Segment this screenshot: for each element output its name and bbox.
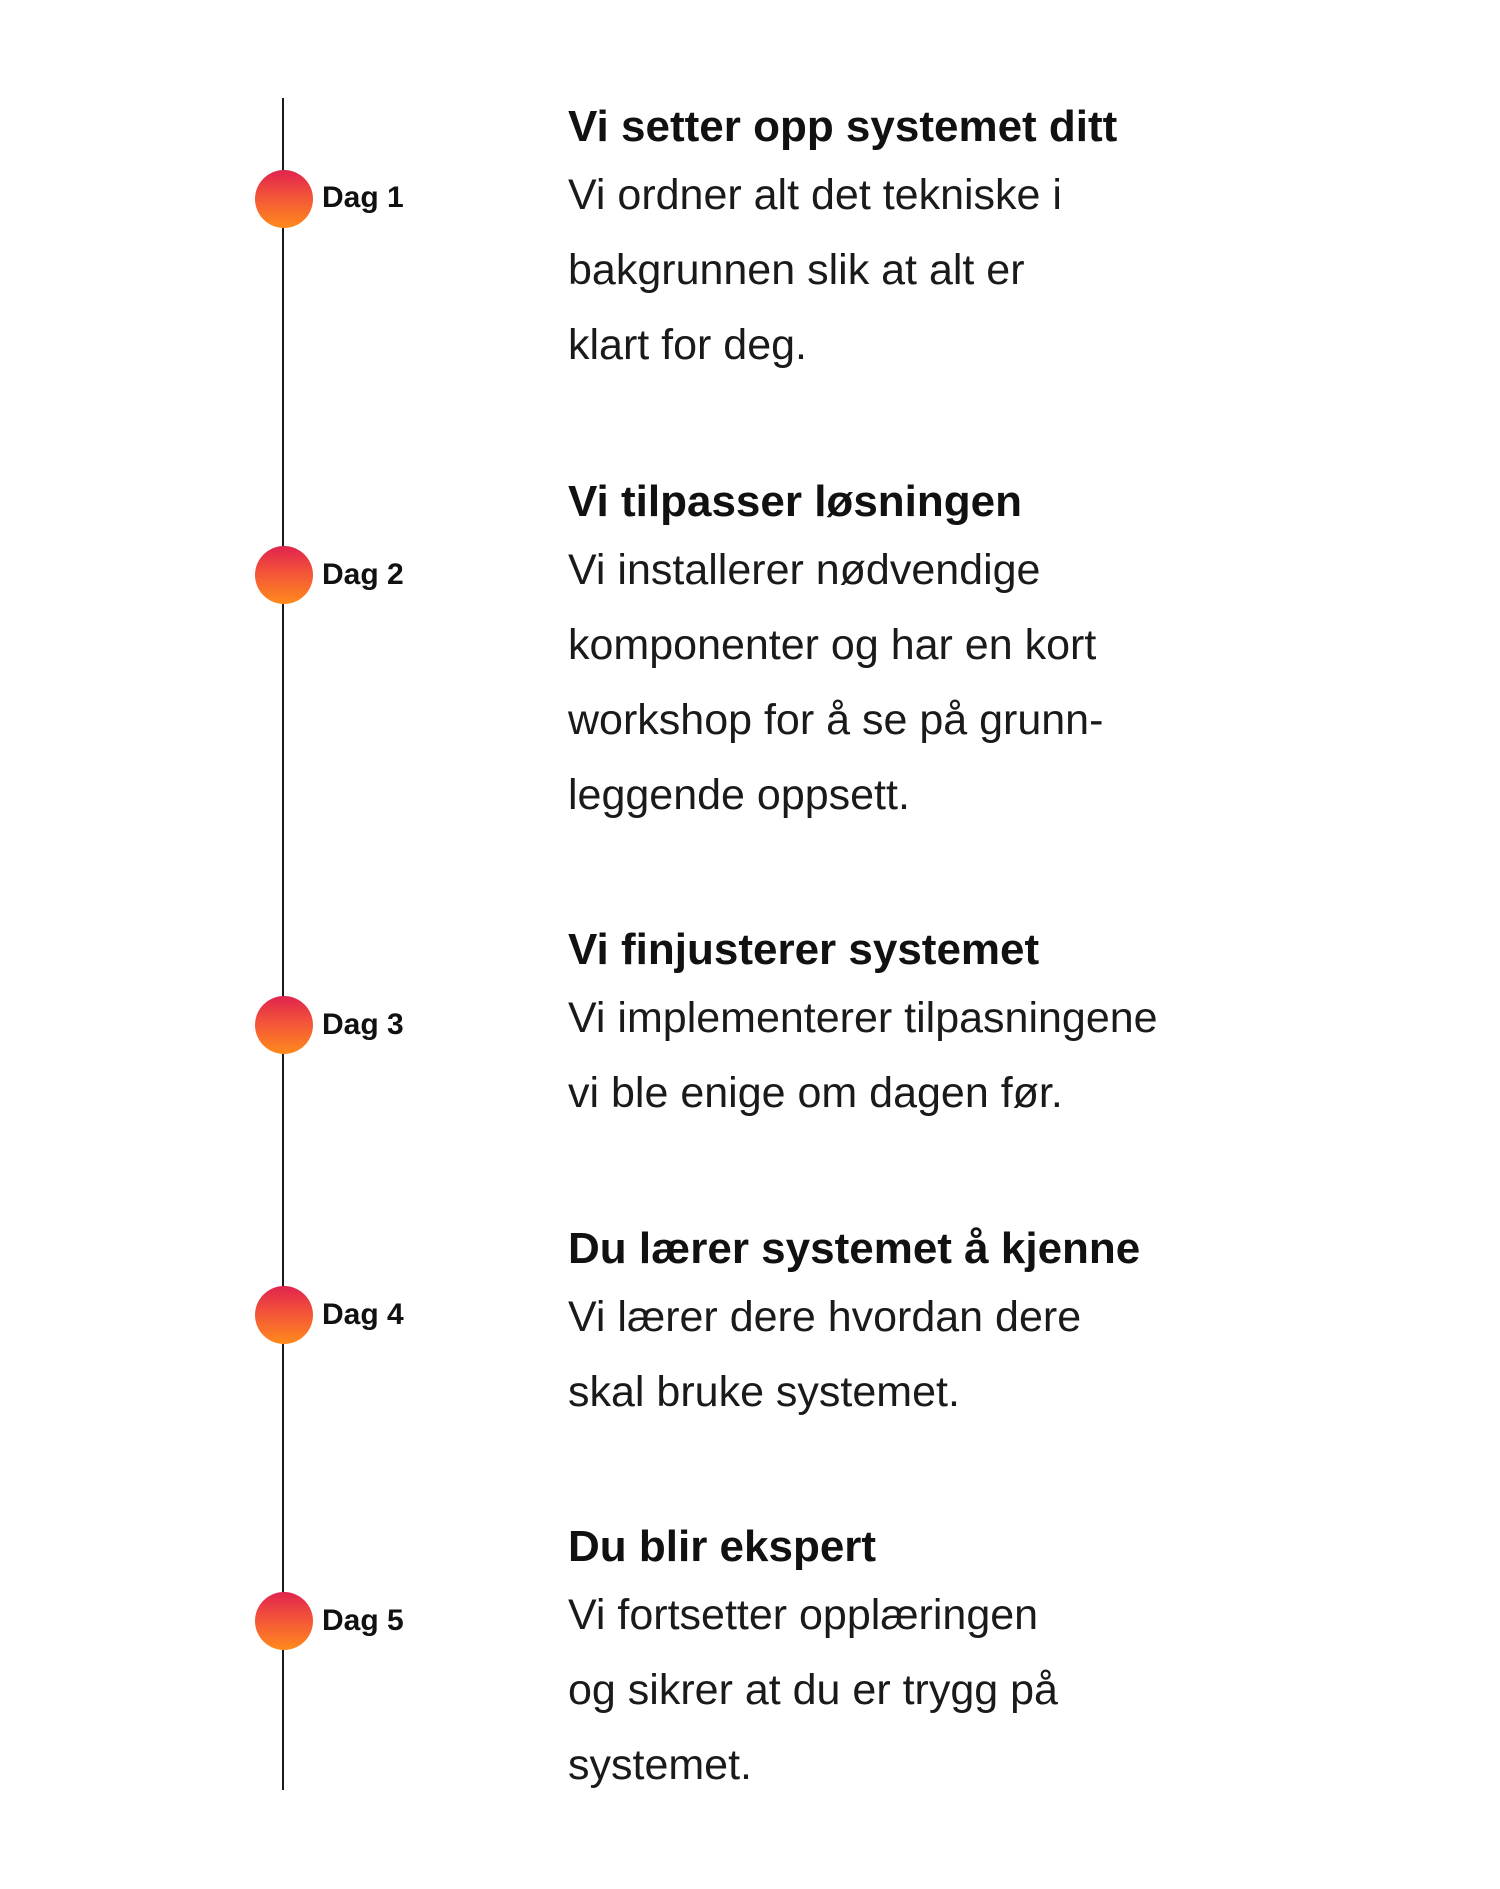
timeline-marker-day-5 bbox=[255, 1592, 313, 1650]
step-title-4: Du lærer systemet å kjenne bbox=[568, 1224, 1141, 1273]
step-title-5: Du blir ekspert bbox=[568, 1522, 877, 1571]
step-1-line: klart for deg. bbox=[568, 321, 807, 369]
timeline-marker-day-2 bbox=[255, 546, 313, 604]
step-3-line: Vi implementerer tilpasningene bbox=[568, 994, 1158, 1042]
timeline-marker-day-3 bbox=[255, 996, 313, 1054]
step-description-4 bbox=[568, 1280, 1268, 1430]
step-5 bbox=[568, 1520, 1268, 1803]
step-5-line: Vi fortsetter opplæringen bbox=[568, 1591, 1039, 1639]
step-title-2: Vi tilpasser løsningen bbox=[568, 477, 1022, 526]
step-title-3: Vi finjusterer systemet bbox=[568, 925, 1040, 974]
day-label-2: Dag 2 bbox=[322, 558, 404, 591]
step-description-3 bbox=[568, 981, 1268, 1131]
day-label-5: Dag 5 bbox=[322, 1604, 404, 1637]
step-2-line: komponenter og har en kort bbox=[568, 621, 1097, 669]
timeline-marker-day-4 bbox=[255, 1286, 313, 1344]
step-3-line: vi ble enige om dagen før. bbox=[568, 1069, 1063, 1117]
day-label-1: Dag 1 bbox=[322, 181, 404, 214]
step-4 bbox=[568, 1222, 1268, 1430]
step-2-line: Vi installerer nødvendige bbox=[568, 546, 1041, 594]
step-4-line: Vi lærer dere hvordan dere bbox=[568, 1293, 1082, 1341]
step-description-5 bbox=[568, 1578, 1268, 1803]
step-5-line: og sikrer at du er trygg på bbox=[568, 1666, 1058, 1714]
step-2-line: leggende oppsett. bbox=[568, 771, 910, 819]
timeline-marker-day-1 bbox=[255, 170, 313, 228]
step-1-line: Vi ordner alt det tekniske i bbox=[568, 171, 1062, 219]
day-label-4: Dag 4 bbox=[322, 1298, 404, 1331]
step-3 bbox=[568, 923, 1268, 1131]
step-description-2 bbox=[568, 533, 1268, 833]
step-1 bbox=[568, 100, 1268, 383]
day-label-3: Dag 3 bbox=[322, 1008, 404, 1041]
step-1-line: bakgrunnen slik at alt er bbox=[568, 246, 1025, 294]
step-2 bbox=[568, 475, 1268, 833]
timeline-line bbox=[282, 98, 284, 1790]
step-5-line: systemet. bbox=[568, 1741, 752, 1789]
step-title-1: Vi setter opp systemet ditt bbox=[568, 102, 1118, 151]
step-2-line: workshop for å se på grunn- bbox=[568, 696, 1104, 744]
step-description-1 bbox=[568, 158, 1268, 383]
step-4-line: skal bruke systemet. bbox=[568, 1368, 960, 1416]
